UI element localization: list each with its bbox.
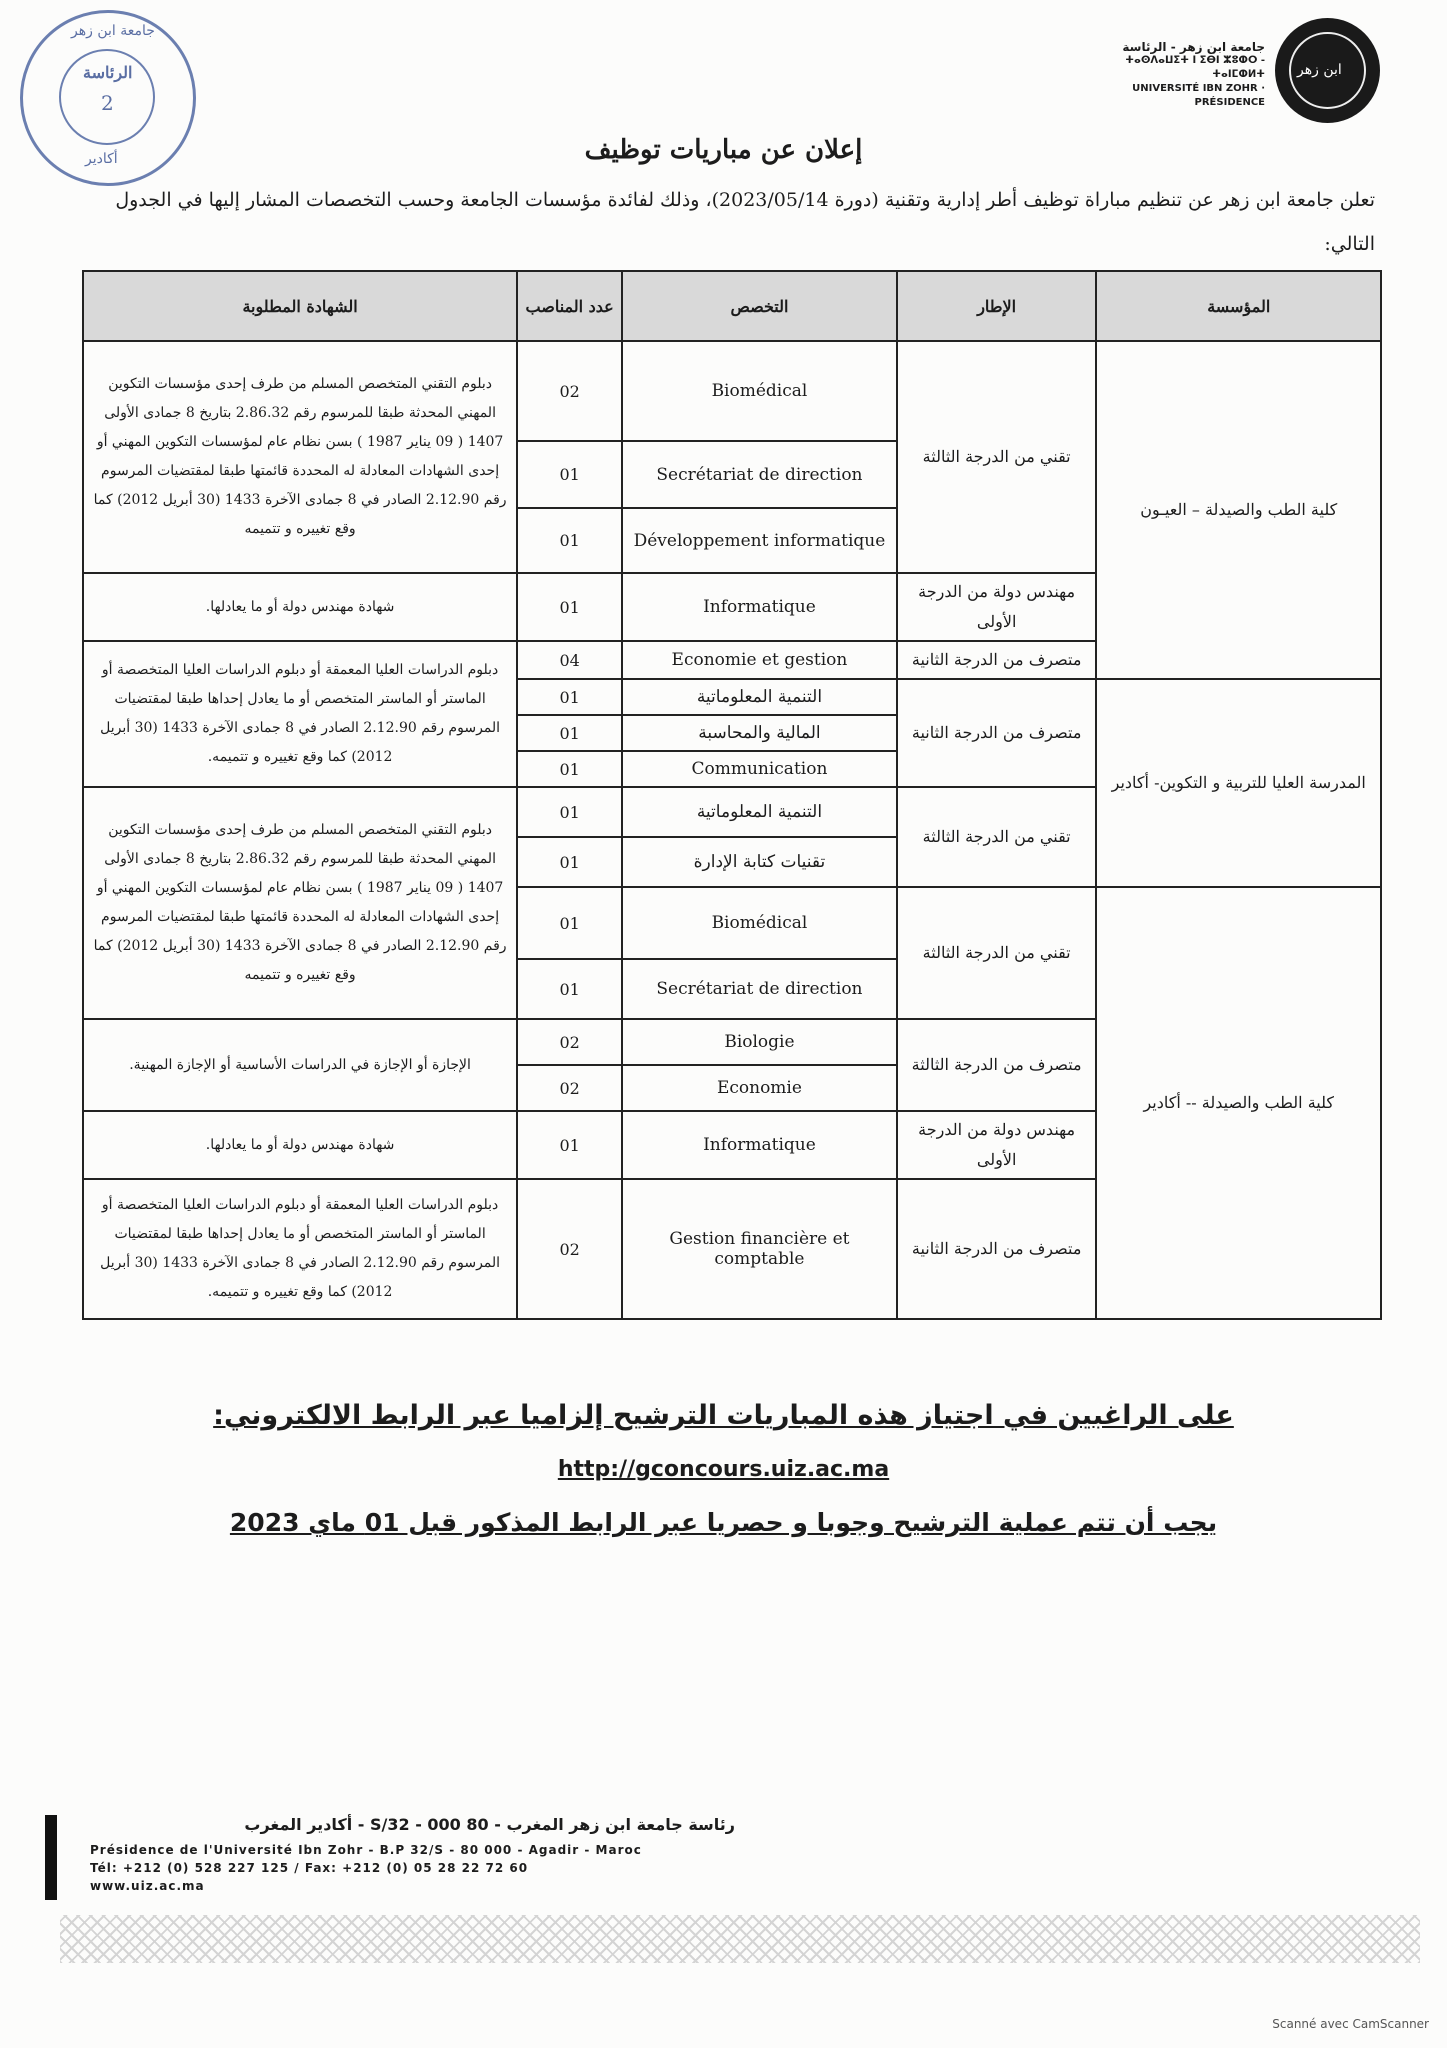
count-cell: 01 bbox=[517, 441, 622, 508]
count-cell: 02 bbox=[517, 341, 622, 441]
degree-cell: شهادة مهندس دولة أو ما يعادلها. bbox=[83, 1111, 517, 1179]
count-cell: 01 bbox=[517, 787, 622, 837]
header-french: UNIVERSITÉ IBN ZOHR · PRÉSIDENCE bbox=[1132, 83, 1265, 108]
footer-bar bbox=[45, 1815, 57, 1900]
institution-cell: كلية الطب والصيدلة – العيـون bbox=[1096, 341, 1381, 679]
university-logo bbox=[1275, 18, 1380, 123]
specialty-cell: Economie bbox=[622, 1065, 897, 1111]
count-cell: 01 bbox=[517, 837, 622, 887]
cadre-cell: تقني من الدرجة الثالثة bbox=[897, 341, 1097, 573]
cadre-cell: مهندس دولة من الدرجة الأولى bbox=[897, 573, 1097, 641]
stamp-label: الرئاسة bbox=[83, 63, 133, 82]
degree-cell: دبلوم التقني المتخصص المسلم من طرف إحدى مؤسسات التكوين المهني المحدثة طبقا للمرسوم رقم 2.86.32 بتاريخ 8 جمادى الأولى 1407 ( 09 يناير 1987 ) بسن نظام عام لمؤسسات التكوين المهني أو إحدى الشهادات المعادلة له المحددة قائمتها طبقا لمقتضيات المرسوم رقم 2.12.90 الصادر في 8 جمادى الآخرة 1433 (30 أبريل 2012) كما وقع تغييره و تتميمه bbox=[83, 787, 517, 1019]
specialty-cell: Développement informatique bbox=[622, 508, 897, 573]
cadre-cell: متصرف من الدرجة الثانية bbox=[897, 679, 1097, 787]
deadline-line: يجب أن تتم عملية الترشيح وجوبا و حصريا عبر الرابط المذكور قبل 01 ماي 2023 bbox=[229, 1508, 1218, 1537]
footer-website[interactable]: www.uiz.ac.ma bbox=[90, 1879, 205, 1893]
specialty-cell: التنمية المعلوماتية bbox=[622, 787, 897, 837]
count-cell: 01 bbox=[517, 887, 622, 959]
scanner-watermark: Scanné avec CamScanner bbox=[1272, 2017, 1429, 2031]
count-cell: 04 bbox=[517, 641, 622, 679]
header-arabic: جامعة ابن زهر - الرئاسة bbox=[1122, 40, 1265, 54]
footer-pattern bbox=[60, 1915, 1420, 1963]
count-cell: 01 bbox=[517, 573, 622, 641]
stamp-number: 2 bbox=[101, 91, 114, 115]
count-cell: 01 bbox=[517, 751, 622, 787]
notice-line: على الراغبين في اجتياز هذه المباريات الترشيح إلزاميا عبر الرابط الالكتروني: bbox=[213, 1400, 1234, 1431]
logo-mark: ابن زهر bbox=[1297, 62, 1342, 78]
stamp-top-text: جامعة ابن زهر bbox=[71, 23, 155, 39]
specialty-cell: Communication bbox=[622, 751, 897, 787]
specialty-cell: التنمية المعلوماتية bbox=[622, 679, 897, 715]
header-cadre: الإطار bbox=[897, 271, 1097, 341]
count-cell: 02 bbox=[517, 1179, 622, 1319]
intro-paragraph: تعلن جامعة ابن زهر عن تنظيم مباراة توظيف أطر إدارية وتقنية (دورة 2023/05/14)، وذلك لفائدة مؤسسات الجامعة وحسب التخصصات المشار إليها في الجدول التالي: bbox=[115, 189, 1375, 255]
footer-phone: Tél: +212 (0) 528 227 125 / Fax: +212 (0) 05 28 22 72 60 bbox=[90, 1861, 529, 1875]
specialty-cell: Informatique bbox=[622, 1111, 897, 1179]
table-row bbox=[83, 341, 1381, 441]
table-header-row bbox=[83, 271, 1381, 341]
header-specialty: التخصص bbox=[622, 271, 897, 341]
specialty-cell: Biomédical bbox=[622, 887, 897, 959]
specialty-cell: Biomédical bbox=[622, 341, 897, 441]
footer-arabic: رئاسة جامعة ابن زهر المغرب - 80 000 - 32/S - أكادير المغرب bbox=[244, 1815, 735, 1834]
count-cell: 01 bbox=[517, 679, 622, 715]
degree-cell: الإجازة أو الإجازة في الدراسات الأساسية أو الإجازة المهنية. bbox=[83, 1019, 517, 1111]
count-cell: 01 bbox=[517, 508, 622, 573]
header-institution: المؤسسة bbox=[1096, 271, 1381, 341]
specialty-cell: Secrétariat de direction bbox=[622, 959, 897, 1019]
page-title: إعلان عن مباريات توظيف bbox=[584, 135, 863, 165]
cadre-cell: متصرف من الدرجة الثانية bbox=[897, 1179, 1097, 1319]
header-count: عدد المناصب bbox=[517, 271, 622, 341]
specialty-cell: المالية والمحاسبة bbox=[622, 715, 897, 751]
cadre-cell: تقني من الدرجة الثالثة bbox=[897, 787, 1097, 887]
specialty-cell: Informatique bbox=[622, 573, 897, 641]
count-cell: 01 bbox=[517, 715, 622, 751]
count-cell: 02 bbox=[517, 1019, 622, 1065]
specialty-cell: تقنيات كتابة الإدارة bbox=[622, 837, 897, 887]
header-degree: الشهادة المطلوبة bbox=[83, 271, 517, 341]
cadre-cell: متصرف من الدرجة الثالثة bbox=[897, 1019, 1097, 1111]
stamp-bottom-text: أكادير bbox=[85, 151, 118, 167]
specialty-cell: Secrétariat de direction bbox=[622, 441, 897, 508]
degree-cell: دبلوم الدراسات العليا المعمقة أو دبلوم الدراسات العليا المتخصصة أو الماستر أو الماستر المتخصص أو ما يعادل إحداها طبقا لمقتضيات المرسوم رقم 2.12.90 الصادر في 8 جمادى الآخرة 1433 (30 أبريل 2012) كما وقع تغييره و تتميمه. bbox=[83, 641, 517, 787]
university-header-text bbox=[1075, 40, 1265, 110]
cadre-cell: مهندس دولة من الدرجة الأولى bbox=[897, 1111, 1097, 1179]
degree-cell: شهادة مهندس دولة أو ما يعادلها. bbox=[83, 573, 517, 641]
footer-address bbox=[45, 1815, 745, 1905]
institution-cell: كلية الطب والصيدلة -- أكادير bbox=[1096, 887, 1381, 1319]
specialty-cell: Biologie bbox=[622, 1019, 897, 1065]
count-cell: 01 bbox=[517, 1111, 622, 1179]
degree-cell: دبلوم التقني المتخصص المسلم من طرف إحدى مؤسسات التكوين المهني المحدثة طبقا للمرسوم رقم 2.86.32 بتاريخ 8 جمادى الأولى 1407 ( 09 يناير 1987 ) بسن نظام عام لمؤسسات التكوين المهني أو إحدى الشهادات المعادلة له المحددة قائمتها طبقا لمقتضيات المرسوم رقم 2.12.90 الصادر في 8 جمادى الآخرة 1433 (30 أبريل 2012) كما وقع تغييره و تتميمه bbox=[83, 341, 517, 573]
cadre-cell: تقني من الدرجة الثالثة bbox=[897, 887, 1097, 1019]
specialty-cell: Gestion financière et comptable bbox=[622, 1179, 897, 1319]
application-link[interactable]: http://gconcours.uiz.ac.ma bbox=[557, 1457, 890, 1482]
application-notice bbox=[0, 1400, 1447, 1537]
institution-cell: المدرسة العليا للتربية و التكوين- أكادير bbox=[1096, 679, 1381, 887]
specialty-cell: Economie et gestion bbox=[622, 641, 897, 679]
jobs-table bbox=[82, 270, 1382, 1320]
count-cell: 02 bbox=[517, 1065, 622, 1111]
cadre-cell: متصرف من الدرجة الثانية bbox=[897, 641, 1097, 679]
footer-address-fr: Présidence de l'Université Ibn Zohr - B.P 32/S - 80 000 - Agadir - Maroc bbox=[90, 1843, 642, 1857]
degree-cell: دبلوم الدراسات العليا المعمقة أو دبلوم الدراسات العليا المتخصصة أو الماستر أو الماستر المتخصص أو ما يعادل إحداها طبقا لمقتضيات المرسوم رقم 2.12.90 الصادر في 8 جمادى الآخرة 1433 (30 أبريل 2012) كما وقع تغييره و تتميمه. bbox=[83, 1179, 517, 1319]
count-cell: 01 bbox=[517, 959, 622, 1019]
header-tifinagh: ⵜⴰⵙⴷⴰⵡⵉⵜ ⵏ ⵉⴱⵏ ⵣⵓⵀⵔ - ⵜⴰⵏⵎⵀⵍⵜ bbox=[1125, 55, 1265, 80]
